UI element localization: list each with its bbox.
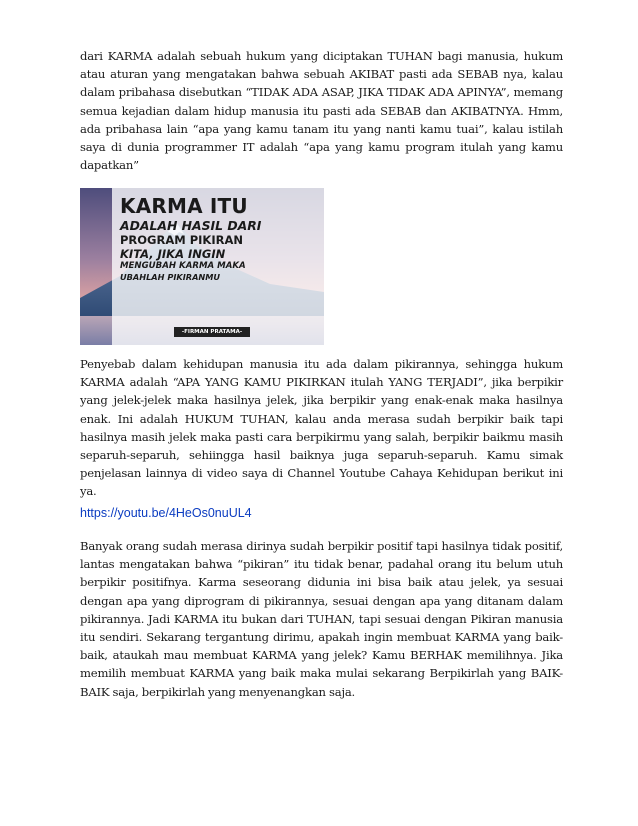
poster-title: KARMA ITU (120, 194, 248, 218)
poster-line: PROGRAM PIKIRAN (120, 233, 243, 247)
youtube-link[interactable]: https://youtu.be/4HeOs0nuUL4 (80, 506, 252, 520)
poster-line: ADALAH HASIL DARI (120, 218, 262, 233)
paragraph-intro: dari KARMA adalah sebuah hukum yang diciptakan TUHAN bagi manusia, hukum atau aturan yang mengatakan bahwa sebuah AKIBAT pasti ada SEBAB nya, kalau dalam pribahasa disebutkan “TIDAK ADA ASAP, JIKA TIDAK ADA APINYA”, memang semua kejadian dalam hidup manusia itu pasti ada SEBAB dan AKIBATNYA. Hmm, ada pribahasa lain “apa yang kamu tanam itu yang nanti kamu tuai”, kalau istilah saya di dunia programmer IT adalah “apa yang kamu program itulah yang kamu dapatkan” (80, 49, 563, 173)
poster-credit: -FIRMAN PRATAMA- (174, 327, 250, 337)
poster-line: MENGUBAH KARMA MAKA (120, 261, 246, 271)
poster-line: UBAHLAH PIKIRANMU (120, 272, 221, 282)
paragraph-conclusion: Banyak orang sudah merasa dirinya sudah berpikir positif tapi hasilnya tidak positif, lantas mengatakan bahwa “pikiran” itu tidak benar, padahal orang itu belum utuh berpikir positifnya. Karma seseorang didunia ini bisa baik atau jelek, ya sesuai dengan apa yang diprogram di pikirannya, sesuai dengan apa yang ditanam dalam pikirannya. Jadi KARMA itu bukan dari TUHAN, tapi sesuai dengan Pikiran manusia itu sendiri. Sekarang tergantung dirimu, apakah ingin membuat KARMA yang baik-baik, ataukah mau membuat KARMA yang jelek? Kamu BERHAK memilihnya. Jika memilih membuat KARMA yang baik maka mulai sekarang Berpikirlah yang BAIK-BAIK saja, berpikirlah yang menyenangkan saja. (80, 539, 563, 699)
karma-quote-image (80, 188, 324, 345)
paragraph-cause: Penyebab dalam kehidupan manusia itu ada dalam pikirannya, sehingga hukum KARMA adalah “APA YANG KAMU PIKIRKAN itulah YANG TERJADI”, jika berpikir yang jelek-jelek maka hasilnya jelek, jika berpikir yang enak-enak maka hasilnya enak. Ini adalah HUKUM TUHAN, kalau anda merasa sudah berpikir baik tapi hasilnya masih jelek maka pasti cara berpikirmu yang salah, berpikir baikmu masih separuh-separuh, sehiingga hasil baiknya juga separuh-separuh. Kamu simak penjelasan lainnya di video saya di Channel Youtube Cahaya Kehidupan berikut ini ya. (80, 357, 563, 499)
poster-text-block (120, 194, 320, 283)
poster-line: KITA, JIKA INGIN (120, 247, 226, 261)
